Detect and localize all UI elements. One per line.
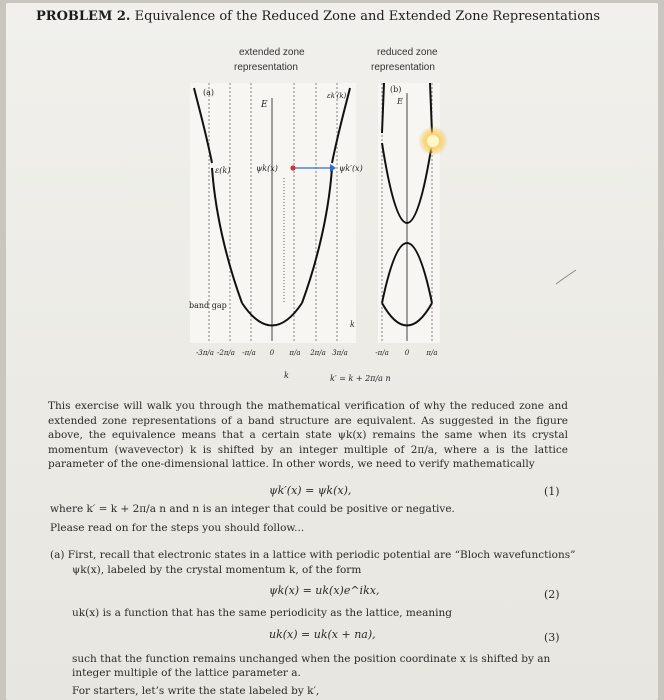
reduced-tick-2: π/a [426, 349, 438, 357]
E-label-left: E [261, 100, 268, 110]
part-a-line-2: ψk(x), labeled by the crystal momentum k, of the form [72, 564, 362, 576]
such-that-line-2: integer multiple of the lattice parameter a. [72, 667, 301, 679]
band-gap-label: band gap [189, 301, 227, 310]
textbook-page [6, 3, 658, 700]
read-on-line: Please read on for the steps you should follow... [50, 522, 305, 534]
reduced-zone-heading-1: reduced zone [377, 47, 438, 58]
label-a: (a) [203, 88, 215, 97]
pen-stroke-icon [554, 268, 578, 286]
extended-zone-tick-labels [196, 349, 348, 357]
reduced-tick-1: 0 [404, 349, 410, 357]
equation-3: uk(x) = uk(x + na), [269, 628, 376, 641]
state-dot [290, 165, 295, 170]
problem-title-text: Equivalence of the Reduced Zone and Extended Zone Representations [134, 9, 601, 24]
reduced-zone-heading-2: representation [371, 62, 435, 73]
extended-tick-6: 3π/a [332, 349, 348, 357]
k-prime-formula: k′ = k + 2π/a n [330, 374, 391, 383]
part-a-line-1: (a) First, recall that electronic states in a lattice with periodic potential are “Bloch wavefunctions” [50, 549, 576, 561]
for-starters-line: For starters, let’s write the state labeled by k′, [72, 685, 320, 697]
extended-tick-2: -π/a [242, 349, 256, 357]
extended-tick-4: π/a [289, 349, 301, 357]
psi-k-prime-label: ψk′(x) [339, 164, 363, 173]
extended-tick-1: -2π/a [217, 349, 235, 357]
reduced-zone-tick-labels [375, 349, 437, 357]
k-axis-label: k [350, 320, 355, 329]
intro-paragraph: This exercise will walk you through the mathematical verification of why the reduced zone and extended zone representations of a band structure are equivalent. As suggested in the figure above, the equivalence means that a certain state ψk(x) remains the same when its crystal momentum (wavevector) k is shifted by an integer multiple of 2π/a, where a is the lattice parameter of the one-dimensional lattice. In other words, we need to verify mathematically [48, 400, 568, 471]
reduced-tick-0: -π/a [375, 349, 389, 357]
extended-tick-0: -3π/a [196, 349, 214, 357]
equation-1: ψk′(x) = ψk(x), [269, 484, 352, 497]
equation-2: ψk(x) = uk(x)e^ikx, [269, 584, 380, 597]
eps-k-prime-label: εk′(k) [327, 92, 347, 100]
equation-3-number: (3) [544, 631, 560, 644]
eps-k-label: ε(k) [215, 166, 231, 175]
such-that-line-1: such that the function remains unchanged when the position coordinate x is shifted by an [72, 653, 551, 665]
label-b: (b) [390, 85, 402, 94]
extended-zone-panel [189, 83, 363, 380]
problem-number: PROBLEM 2. [36, 9, 131, 24]
u-definition-line: uk(x) is a function that has the same periodicity as the lattice, meaning [72, 607, 452, 619]
extended-tick-3: 0 [269, 349, 275, 357]
E-label-right: E [397, 97, 403, 106]
k-label-bottom: k [284, 371, 289, 380]
where-line: where k′ = k + 2π/a n and n is an integer that could be positive or negative. [50, 503, 455, 515]
equation-1-number: (1) [544, 485, 560, 498]
extended-zone-heading-2: representation [234, 62, 298, 73]
extended-tick-5: 2π/a [310, 349, 326, 357]
band-structure-figure [6, 3, 658, 398]
equation-2-number: (2) [544, 588, 560, 601]
psi-k-label: ψk(x) [256, 164, 278, 173]
extended-zone-heading-1: extended zone [239, 47, 305, 58]
highlight-dot [427, 135, 439, 147]
